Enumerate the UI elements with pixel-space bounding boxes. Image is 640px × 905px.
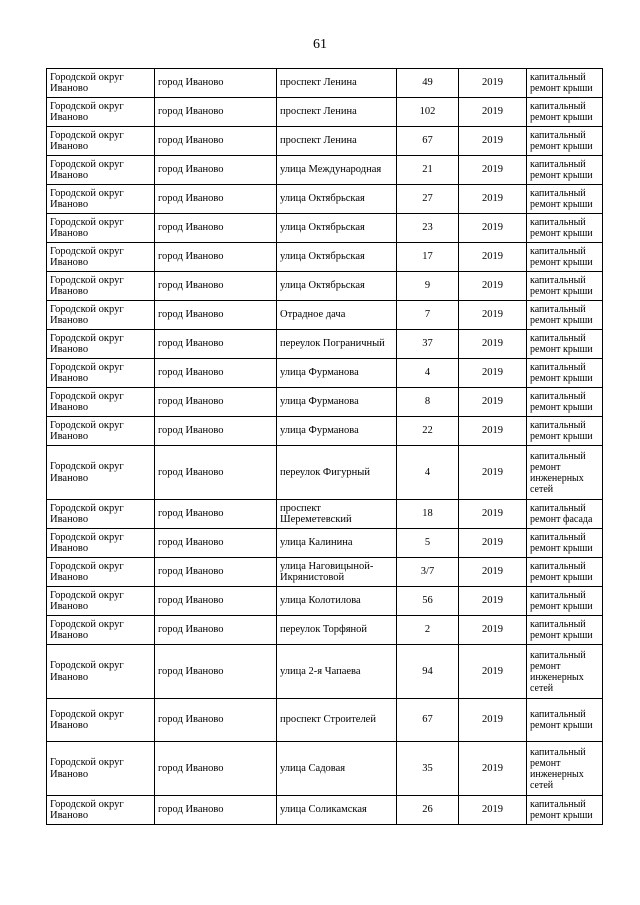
cell-street: улица Садовая	[277, 742, 397, 796]
cell-house: 49	[397, 69, 459, 98]
cell-gorod: город Иваново	[155, 272, 277, 301]
cell-work: капитальный ремонт крыши	[527, 127, 603, 156]
cell-year: 2019	[459, 699, 527, 742]
cell-work: капитальный ремонт фасада	[527, 500, 603, 529]
cell-okrug: Городской округ Иваново	[47, 272, 155, 301]
cell-work: капитальный ремонт крыши	[527, 616, 603, 645]
table-row	[47, 500, 603, 529]
cell-okrug: Городской округ Иваново	[47, 587, 155, 616]
cell-gorod: город Иваново	[155, 529, 277, 558]
cell-street: улица 2-я Чапаева	[277, 645, 397, 699]
cell-okrug: Городской округ Иваново	[47, 185, 155, 214]
cell-street: проспект Ленина	[277, 69, 397, 98]
cell-work: капитальный ремонт инженерных сетей	[527, 645, 603, 699]
cell-street: переулок Фигурный	[277, 446, 397, 500]
table-row	[47, 388, 603, 417]
cell-street: переулок Пограничный	[277, 330, 397, 359]
cell-street: проспект Ленина	[277, 127, 397, 156]
cell-year: 2019	[459, 796, 527, 825]
cell-year: 2019	[459, 645, 527, 699]
cell-okrug: Городской округ Иваново	[47, 69, 155, 98]
cell-house: 67	[397, 127, 459, 156]
cell-work: капитальный ремонт крыши	[527, 796, 603, 825]
cell-house: 37	[397, 330, 459, 359]
table-row	[47, 185, 603, 214]
cell-house: 8	[397, 388, 459, 417]
cell-gorod: город Иваново	[155, 301, 277, 330]
cell-year: 2019	[459, 500, 527, 529]
cell-gorod: город Иваново	[155, 185, 277, 214]
cell-house: 35	[397, 742, 459, 796]
cell-house: 26	[397, 796, 459, 825]
cell-okrug: Городской округ Иваново	[47, 330, 155, 359]
table-row	[47, 529, 603, 558]
cell-okrug: Городской округ Иваново	[47, 645, 155, 699]
cell-work: капитальный ремонт крыши	[527, 98, 603, 127]
cell-work: капитальный ремонт крыши	[527, 69, 603, 98]
cell-okrug: Городской округ Иваново	[47, 529, 155, 558]
cell-house: 102	[397, 98, 459, 127]
cell-okrug: Городской округ Иваново	[47, 388, 155, 417]
cell-house: 94	[397, 645, 459, 699]
cell-okrug: Городской округ Иваново	[47, 417, 155, 446]
cell-street: улица Октябрьская	[277, 214, 397, 243]
cell-gorod: город Иваново	[155, 98, 277, 127]
cell-house: 56	[397, 587, 459, 616]
table-row	[47, 214, 603, 243]
cell-gorod: город Иваново	[155, 359, 277, 388]
cell-year: 2019	[459, 69, 527, 98]
cell-gorod: город Иваново	[155, 587, 277, 616]
table-row	[47, 558, 603, 587]
table-row	[47, 330, 603, 359]
cell-house: 22	[397, 417, 459, 446]
cell-okrug: Городской округ Иваново	[47, 558, 155, 587]
cell-gorod: город Иваново	[155, 558, 277, 587]
cell-okrug: Городской округ Иваново	[47, 98, 155, 127]
cell-work: капитальный ремонт крыши	[527, 587, 603, 616]
cell-street: проспект Ленина	[277, 98, 397, 127]
cell-gorod: город Иваново	[155, 616, 277, 645]
table-row	[47, 742, 603, 796]
cell-year: 2019	[459, 558, 527, 587]
cell-year: 2019	[459, 98, 527, 127]
cell-year: 2019	[459, 301, 527, 330]
cell-street: проспект Шереметевский	[277, 500, 397, 529]
repair-register-table	[46, 68, 603, 825]
cell-year: 2019	[459, 243, 527, 272]
cell-work: капитальный ремонт инженерных сетей	[527, 742, 603, 796]
table-row	[47, 301, 603, 330]
cell-house: 67	[397, 699, 459, 742]
cell-house: 4	[397, 359, 459, 388]
cell-year: 2019	[459, 214, 527, 243]
cell-work: капитальный ремонт крыши	[527, 272, 603, 301]
cell-house: 2	[397, 616, 459, 645]
table-row	[47, 417, 603, 446]
cell-okrug: Городской округ Иваново	[47, 214, 155, 243]
cell-year: 2019	[459, 359, 527, 388]
cell-okrug: Городской округ Иваново	[47, 796, 155, 825]
table-row	[47, 243, 603, 272]
cell-gorod: город Иваново	[155, 156, 277, 185]
cell-house: 3/7	[397, 558, 459, 587]
cell-year: 2019	[459, 529, 527, 558]
cell-house: 17	[397, 243, 459, 272]
table-row	[47, 156, 603, 185]
table-row	[47, 359, 603, 388]
cell-gorod: город Иваново	[155, 388, 277, 417]
cell-street: переулок Торфяной	[277, 616, 397, 645]
cell-street: улица Фурманова	[277, 359, 397, 388]
cell-street: улица Соликамская	[277, 796, 397, 825]
cell-street: улица Октябрьская	[277, 185, 397, 214]
table-row	[47, 796, 603, 825]
cell-gorod: город Иваново	[155, 500, 277, 529]
table-body	[47, 69, 603, 825]
table-row	[47, 69, 603, 98]
table-row	[47, 699, 603, 742]
cell-house: 7	[397, 301, 459, 330]
cell-year: 2019	[459, 446, 527, 500]
cell-house: 9	[397, 272, 459, 301]
cell-year: 2019	[459, 388, 527, 417]
cell-year: 2019	[459, 272, 527, 301]
cell-work: капитальный ремонт крыши	[527, 388, 603, 417]
cell-work: капитальный ремонт крыши	[527, 214, 603, 243]
cell-house: 21	[397, 156, 459, 185]
cell-house: 27	[397, 185, 459, 214]
cell-okrug: Городской округ Иваново	[47, 500, 155, 529]
cell-street: улица Наговицыной-Икрянистовой	[277, 558, 397, 587]
cell-gorod: город Иваново	[155, 127, 277, 156]
cell-work: капитальный ремонт крыши	[527, 359, 603, 388]
cell-gorod: город Иваново	[155, 243, 277, 272]
cell-okrug: Городской округ Иваново	[47, 446, 155, 500]
table-row	[47, 446, 603, 500]
cell-house: 5	[397, 529, 459, 558]
cell-gorod: город Иваново	[155, 699, 277, 742]
cell-street: улица Октябрьская	[277, 272, 397, 301]
cell-work: капитальный ремонт крыши	[527, 330, 603, 359]
cell-street: Отрадное дача	[277, 301, 397, 330]
cell-okrug: Городской округ Иваново	[47, 127, 155, 156]
cell-gorod: город Иваново	[155, 446, 277, 500]
cell-gorod: город Иваново	[155, 214, 277, 243]
cell-okrug: Городской округ Иваново	[47, 243, 155, 272]
cell-street: улица Фурманова	[277, 417, 397, 446]
table-row	[47, 127, 603, 156]
cell-gorod: город Иваново	[155, 796, 277, 825]
cell-year: 2019	[459, 156, 527, 185]
cell-okrug: Городской округ Иваново	[47, 301, 155, 330]
cell-house: 4	[397, 446, 459, 500]
cell-work: капитальный ремонт крыши	[527, 301, 603, 330]
cell-gorod: город Иваново	[155, 742, 277, 796]
cell-year: 2019	[459, 587, 527, 616]
cell-work: капитальный ремонт крыши	[527, 243, 603, 272]
cell-gorod: город Иваново	[155, 69, 277, 98]
cell-okrug: Городской округ Иваново	[47, 699, 155, 742]
cell-year: 2019	[459, 616, 527, 645]
cell-work: капитальный ремонт крыши	[527, 558, 603, 587]
table-row	[47, 616, 603, 645]
cell-gorod: город Иваново	[155, 645, 277, 699]
page-number: 61	[313, 37, 327, 52]
cell-street: улица Колотилова	[277, 587, 397, 616]
cell-street: улица Калинина	[277, 529, 397, 558]
cell-work: капитальный ремонт крыши	[527, 417, 603, 446]
cell-house: 18	[397, 500, 459, 529]
table-row	[47, 98, 603, 127]
cell-house: 23	[397, 214, 459, 243]
cell-work: капитальный ремонт крыши	[527, 699, 603, 742]
cell-work: капитальный ремонт крыши	[527, 529, 603, 558]
cell-work: капитальный ремонт инженерных сетей	[527, 446, 603, 500]
cell-year: 2019	[459, 127, 527, 156]
table-row	[47, 272, 603, 301]
cell-okrug: Городской округ Иваново	[47, 742, 155, 796]
cell-street: улица Международная	[277, 156, 397, 185]
cell-year: 2019	[459, 330, 527, 359]
cell-year: 2019	[459, 742, 527, 796]
cell-okrug: Городской округ Иваново	[47, 616, 155, 645]
cell-year: 2019	[459, 185, 527, 214]
cell-year: 2019	[459, 417, 527, 446]
cell-street: проспект Строителей	[277, 699, 397, 742]
cell-work: капитальный ремонт крыши	[527, 185, 603, 214]
cell-street: улица Октябрьская	[277, 243, 397, 272]
cell-gorod: город Иваново	[155, 330, 277, 359]
table-row	[47, 645, 603, 699]
cell-okrug: Городской округ Иваново	[47, 156, 155, 185]
cell-work: капитальный ремонт крыши	[527, 156, 603, 185]
table-row	[47, 587, 603, 616]
cell-street: улица Фурманова	[277, 388, 397, 417]
cell-gorod: город Иваново	[155, 417, 277, 446]
cell-okrug: Городской округ Иваново	[47, 359, 155, 388]
